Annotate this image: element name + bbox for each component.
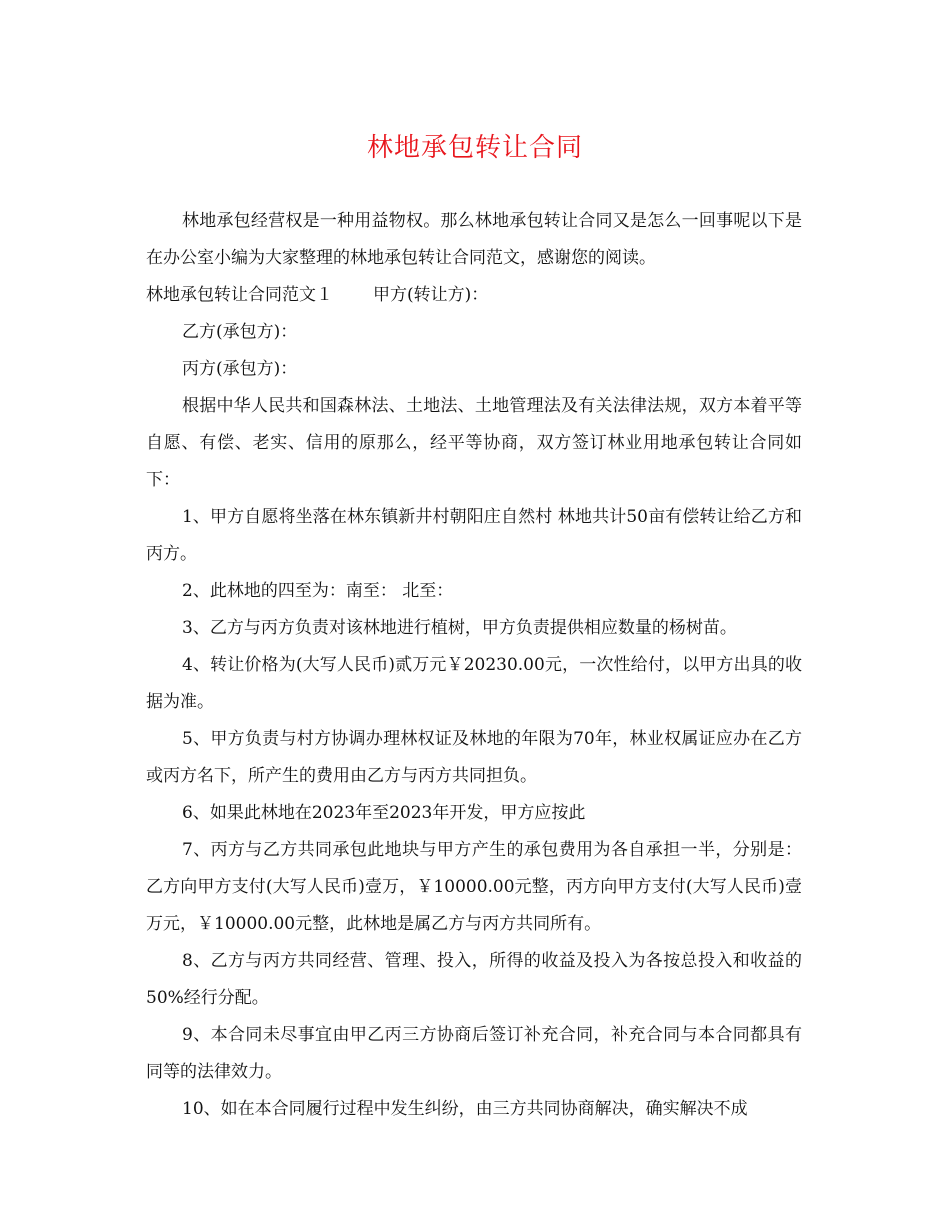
party-a-label: 甲方(转让方)： — [373, 285, 489, 305]
party-c-label: 丙方(承包方)： — [182, 359, 298, 379]
clause-1: 1、甲方自愿将坐落在林东镇新井村朝阳庄自然村 林地共计50亩有偿转让给乙方和丙方。 — [146, 507, 802, 564]
clause-9: 9、本合同未尽事宜由甲乙丙三方协商后签订补充合同，补充合同与本合同都具有同等的法律效力。 — [146, 1025, 802, 1082]
clause-3: 3、乙方与丙方负责对该林地进行植树，甲方负责提供相应数量的杨树苗。 — [182, 618, 737, 638]
clause-7: 7、丙方与乙方共同承包此地块与甲方产生的承包费用为各自承担一半，分别是：乙方向甲方支付(大写人民币)壹万，￥10000.00元整，丙方向甲方支付(大写人民币)壹万元，￥10000.00元整，此林地是属乙方与丙方共同所有。 — [146, 840, 802, 934]
intro-paragraph: 林地承包经营权是一种用益物权。那么林地承包转让合同又是怎么一回事呢以下是在办公室小编为大家整理的林地承包转让合同范文，感谢您的阅读。 — [146, 211, 802, 268]
document-title: 林地承包转让合同 — [366, 133, 583, 163]
clause-10: 10、如在本合同履行过程中发生纠纷，由三方共同协商解决，确实解决不成 — [182, 1099, 748, 1119]
clause-8: 8、乙方与丙方共同经营、管理、投入，所得的收益及投入为各按总投入和收益的50%经行分配。 — [146, 951, 802, 1008]
clause-2: 2、此林地的四至为：南至： 北至： — [182, 581, 454, 601]
document-body — [146, 203, 802, 1128]
clause-6: 6、如果此林地在2023年至2023年开发，甲方应按此 — [182, 803, 586, 823]
party-b-label: 乙方(承包方)： — [182, 322, 298, 342]
clause-4: 4、转让价格为(大写人民币)贰万元￥20230.00元，一次性给付，以甲方出具的收据为准。 — [146, 655, 802, 712]
clause-5: 5、甲方负责与村方协调办理林权证及林地的年限为70年，林业权属证应办在乙方或丙方名下，所产生的费用由乙方与丙方共同担负。 — [146, 729, 802, 786]
sample-heading: 林地承包转让合同范文１ — [146, 285, 333, 305]
sample-heading-line — [146, 277, 802, 314]
preamble-paragraph: 根据中华人民共和国森林法、土地法、土地管理法及有关法律法规，双方本着平等自愿、有偿、老实、信用的原那么，经平等协商，双方签订林业用地承包转让合同如下： — [146, 396, 802, 490]
